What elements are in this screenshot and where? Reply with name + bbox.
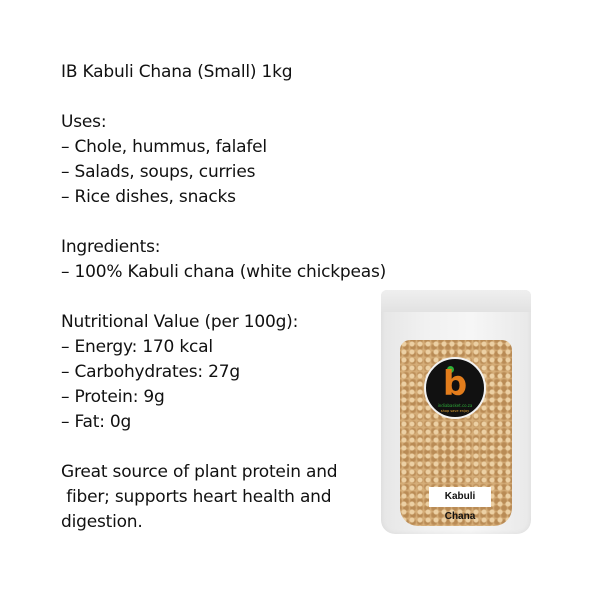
nutrition-item: – Protein: 9g	[61, 387, 165, 407]
description-line: Great source of plant protein and	[61, 462, 338, 482]
product-pouch-image	[381, 290, 531, 534]
description-line: fiber; supports heart health and	[61, 487, 332, 507]
product-title: IB Kabuli Chana (Small) 1kg	[61, 62, 293, 82]
nutrition-heading: Nutritional Value (per 100g):	[61, 312, 299, 332]
pouch-zip-seal	[381, 290, 531, 312]
logo-tagline: shop save enjoy	[440, 409, 470, 413]
uses-item: – Chole, hummus, falafel	[61, 137, 267, 157]
nutrition-item: – Energy: 170 kcal	[61, 337, 213, 357]
description-line: digestion.	[61, 512, 143, 532]
logo-letter: b	[442, 364, 468, 404]
nutrition-item: – Carbohydrates: 27g	[61, 362, 240, 382]
logo-website: indiabasket.co.za	[437, 403, 473, 408]
ingredients-item: – 100% Kabuli chana (white chickpeas)	[61, 262, 387, 282]
uses-heading: Uses:	[61, 112, 107, 132]
brand-logo-icon	[424, 357, 486, 419]
nutrition-item: – Fat: 0g	[61, 412, 132, 432]
uses-item: – Salads, soups, curries	[61, 162, 256, 182]
uses-item: – Rice dishes, snacks	[61, 187, 236, 207]
ingredients-heading: Ingredients:	[61, 237, 161, 257]
product-label: Kabuli Chana	[429, 487, 491, 507]
